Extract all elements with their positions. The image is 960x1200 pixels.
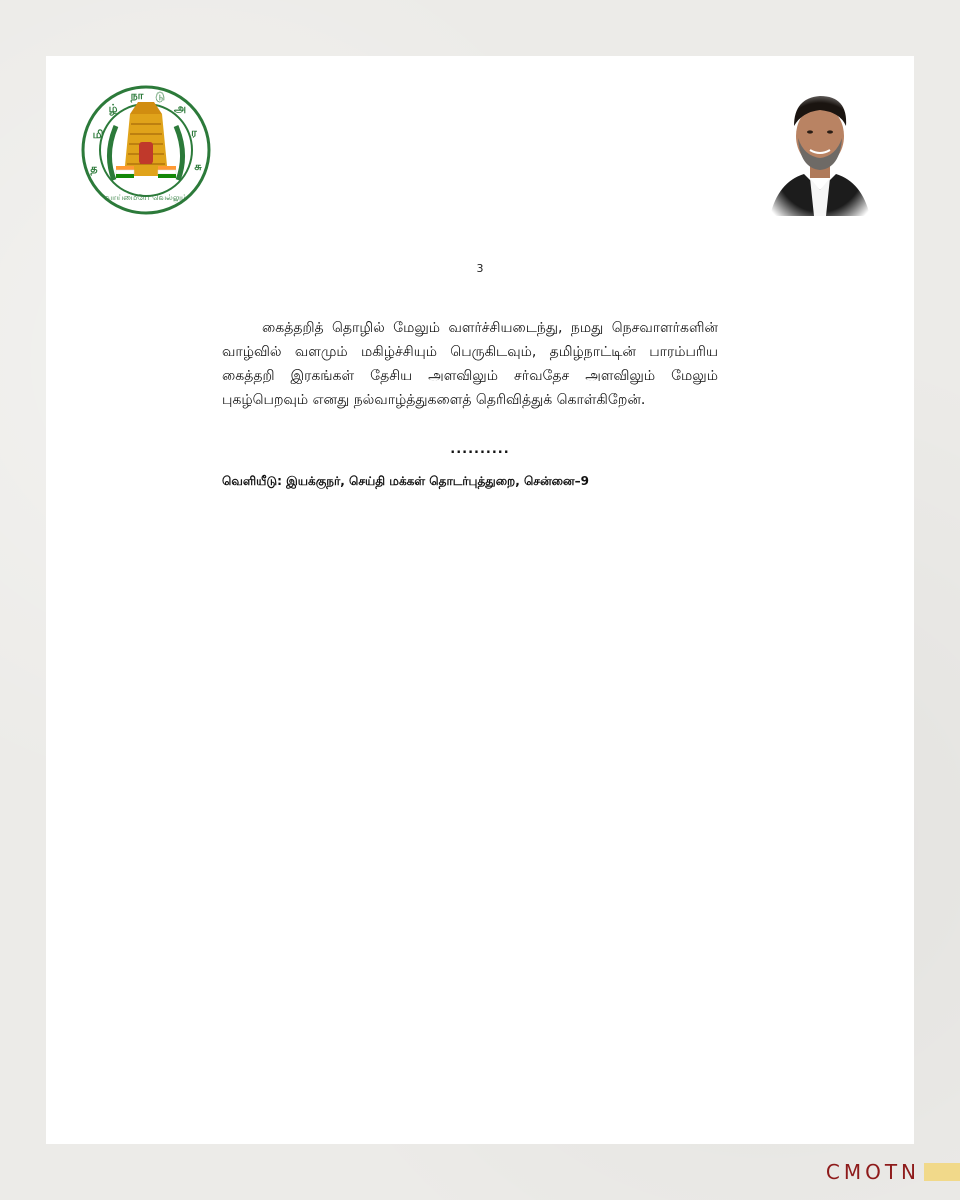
- body-paragraph: கைத்தறித் தொழில் மேலும் வளர்ச்சியடைந்து, நமது நெசவாளர்களின் வாழ்வில் வளமும் மகிழ்ச்சியும் பெருகிடவும், தமிழ்நாட்டின் பாரம்பரிய கைத்தறி இரகங்கள் தேசிய அளவிலும் சர்வதேச அளவிலும் மேலும் புகழ்பெறவும் எனது நல்வாழ்த்துகளைத் தெரிவித்துக் கொள்கிறேன்.: [222, 320, 718, 408]
- emblem-ring-letter: நா: [130, 89, 144, 102]
- emblem-motto: வாய்மையே வெல்லும்: [104, 193, 188, 202]
- portrait-photo: [764, 86, 876, 216]
- brand-name: CMOTN: [825, 1160, 920, 1184]
- brand-accent-bar: [924, 1163, 960, 1181]
- brand-logo: [826, 1161, 960, 1183]
- emblem-ring-letter: ர: [191, 126, 197, 139]
- emblem-ring-letter: ழ்: [108, 102, 118, 115]
- emblem-ring-letter: சு: [194, 160, 202, 173]
- emblem-ring-letter: த: [90, 162, 98, 175]
- separator-dots: ..........: [450, 442, 510, 457]
- emblem-ring-letter: அ: [173, 102, 187, 115]
- tamil-nadu-emblem: [80, 84, 212, 216]
- emblem-ring-letter: மி: [92, 128, 104, 141]
- document-page: [46, 56, 914, 1144]
- emblem-ring-letter: டு: [155, 90, 165, 103]
- page-number: 3: [476, 262, 484, 275]
- release-note: வெளியீடு: இயக்குநர், செய்தி மக்கள் தொடர்புத்துறை, சென்னை–9: [222, 474, 589, 488]
